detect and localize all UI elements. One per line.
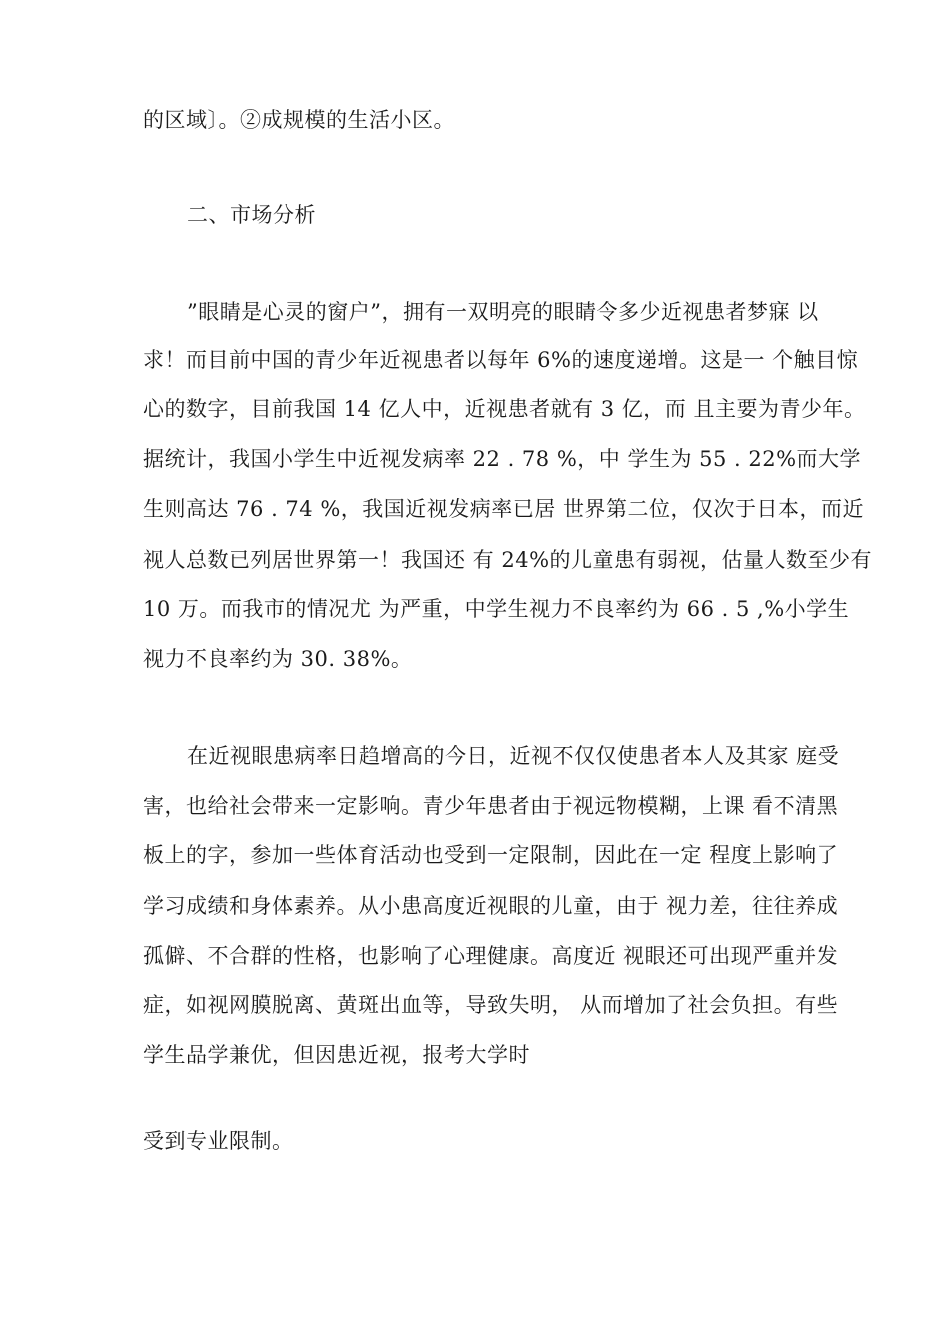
paragraph-line: 学生品学兼优，但因患近视，报考大学时 <box>143 1043 530 1067</box>
paragraph-line: 心的数字，目前我国 14 亿人中，近视患者就有 3 亿，而 且主要为青少年。 <box>143 397 866 421</box>
paragraph-line: 视人总数已列居世界第一！我国还 有 24%的儿童患有弱视，估量人数至少有 <box>143 548 873 572</box>
paragraph-line: 孤僻、不合群的性格，也影响了心理健康。高度近 视眼还可出现严重并发 <box>143 944 839 968</box>
paragraph-line: 生则高达 76 . 74 %，我国近视发病率已居 世界第二位，仅次于日本，而近 <box>143 497 864 521</box>
paragraph-line: 在近视眼患病率日趋增高的今日，近视不仅仅使患者本人及其家 庭受 <box>187 744 840 768</box>
paragraph-line: 板上的字，参加一些体育活动也受到一定限制，因此在一定 程度上影响了 <box>143 843 839 867</box>
paragraph-line: 视力不良率约为 30. 38%。 <box>143 647 413 671</box>
paragraph-line: ”眼睛是心灵的窗户”，拥有一双明亮的眼睛令多少近视患者梦寐 以 <box>187 300 819 324</box>
section-heading: 二、市场分析 <box>187 203 316 227</box>
trailing-line: 受到专业限制。 <box>143 1129 294 1153</box>
paragraph-line: 症，如视网膜脱离、黄斑出血等，导致失明， 从而增加了社会负担。有些 <box>143 993 839 1017</box>
paragraph-line: 学习成绩和身体素养。从小患高度近视眼的儿童，由于 视力差，往往养成 <box>143 894 839 918</box>
paragraph-line: 害，也给社会带来一定影响。青少年患者由于视远物模糊，上课 看不清黑 <box>143 794 839 818</box>
paragraph-line: 10 万。而我市的情况尤 为严重，中学生视力不良率约为 66 . 5 ,%小学生 <box>143 597 850 621</box>
carryover-line: 的区域〕。②成规模的生活小区。 <box>143 108 455 132</box>
paragraph-line: 求！而目前中国的青少年近视患者以每年 6%的速度递增。这是一 个触目惊 <box>143 348 859 372</box>
paragraph-line: 据统计，我国小学生中近视发病率 22 . 78 %，中 学生为 55 . 22%而大学 <box>143 447 862 471</box>
